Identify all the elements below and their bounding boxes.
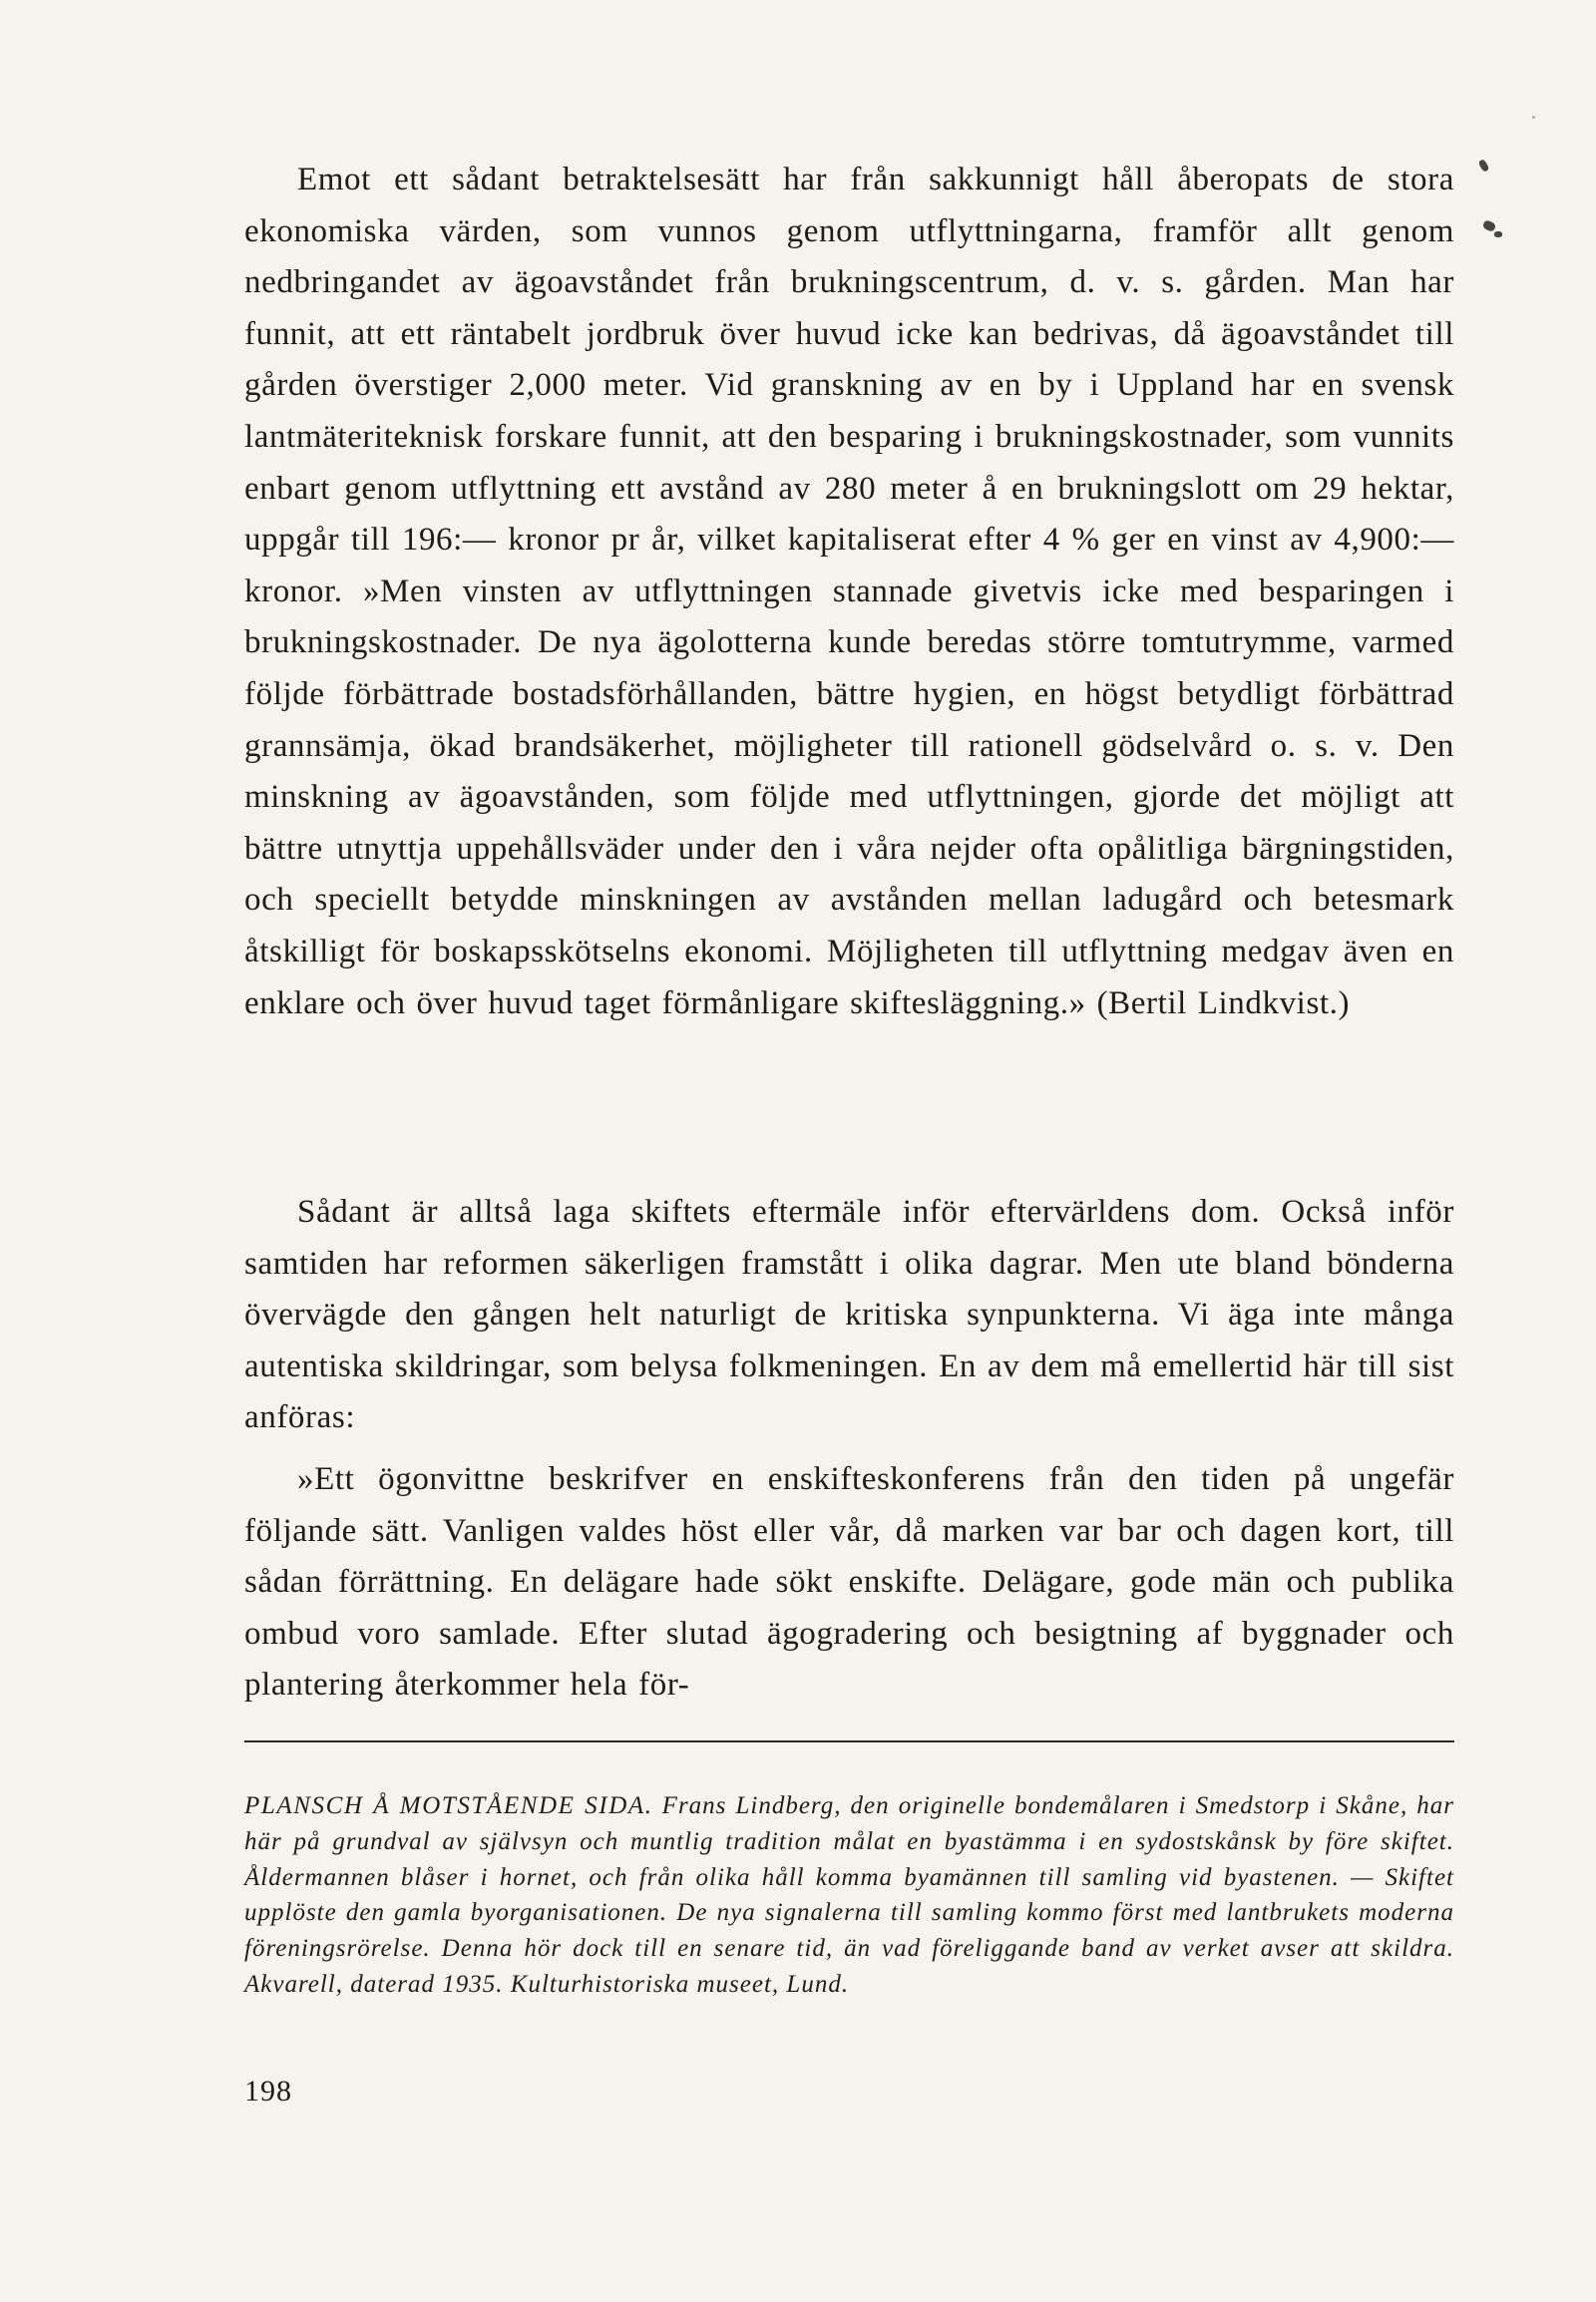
scan-speck — [1482, 219, 1497, 232]
page-number: 198 — [244, 2075, 292, 2108]
scan-speck — [1532, 116, 1535, 119]
paragraph-utflyttning — [244, 155, 1454, 1029]
paragraph-text: Emot ett sådant betraktelsesätt har från sakkunnigt håll åberopats de stora ekonomiska värden, som vunnos genom utflyttningarna, framför allt genom nedbringandet av ägoavståndet från brukningscentrum, d. v. s. gården. Man har funnit, att ett räntabelt jordbruk över huvud icke kan bedrivas, då ägoavståndet till gården överstiger 2,000 meter. Vid granskning av en by i Uppland har en svensk lantmäteriteknisk forskare funnit, att den besparing i brukningskostnader, som vunnits enbart genom utflyttning ett avstånd av 280 meter å en brukningslott om 29 hektar, uppgår till 196:— kronor pr år, vilket kapitaliserat efter 4 % ger en vinst av 4,900:— kronor. »Men vinsten av utflyttningen stannade givetvis icke med besparingen i brukningskostnader. De nya ägolotterna kunde beredas större tomtutrymme, varmed följde förbättrade bostadsförhållanden, bättre hygien, en högst betydligt förbättrad grannsämja, ökad brandsäkerhet, möjligheter till rationell gödselvård o. s. v. Den minskning av ägoavstånden, som följde med utflyttningen, gjorde det möjligt att bättre utnyttja uppehållsväder under den i våra nejder ofta opålitliga bärgningstiden, och speciellt betydde minskningen av avstånden mellan ladugård och betesmark åtskilligt för boskapsskötselns ekonomi. Möjligheten till utflyttning medgav även en enklare och över huvud taget förmånligare skiftesläggning.» (Bertil Lindkvist.) — [244, 162, 1454, 1021]
plate-caption — [244, 1788, 1454, 2003]
caption-text: Frans Lindberg, den originelle bondemålaren i Smedstorp i Skåne, har här på grundval av självsyn och muntlig tradition målat en byastämma i en sydostskånsk by före skiftet. Åldermannen blåser i hornet, och från olika håll komma byamännen till samling vid byastenen. — Skiftet upplöste den gamla byorganisationen. De nya signalerna till samling kommo först med lantbrukets moderna föreningsrörelse. Denna hör dock till en senare tid, än vad föreliggande band av verket avser att skildra. Akvarell, daterad 1935. Kulturhistoriska museet, Lund. — [244, 1792, 1455, 1998]
paragraph-text: »Ett ögonvittne beskrifver en enskifteskonferens från den tiden på ungefär följande sätt. Vanligen valdes höst eller vår, då marken var bar och dagen kort, till sådan förrättning. En delägare hade sökt enskifte. Delägare, gode män och publika ombud voro samlade. Efter slutad ägogradering och besigtning af byggnader och plantering återkommer hela för- — [244, 1461, 1454, 1704]
caption-lead: PLANSCH Å MOTSTÅENDE SIDA. — [244, 1792, 653, 1819]
footnote-divider — [244, 1740, 1454, 1742]
scan-speck — [1477, 159, 1489, 173]
paragraph-text: Sådant är alltså laga skiftets eftermäle inför eftervärldens dom. Också inför samtiden har reformen säkerligen framstått i olika dagrar. Men ute bland bönderna övervägde den gången helt naturligt de kritiska synpunkterna. Vi äga inte många autentiska skildringar, som belysa folkmeningen. En av dem må emellertid här till sist anföras: — [244, 1194, 1454, 1436]
scan-speck — [1494, 231, 1502, 237]
paragraph-quote — [244, 1454, 1454, 1712]
paragraph-eftermale — [244, 1187, 1454, 1444]
